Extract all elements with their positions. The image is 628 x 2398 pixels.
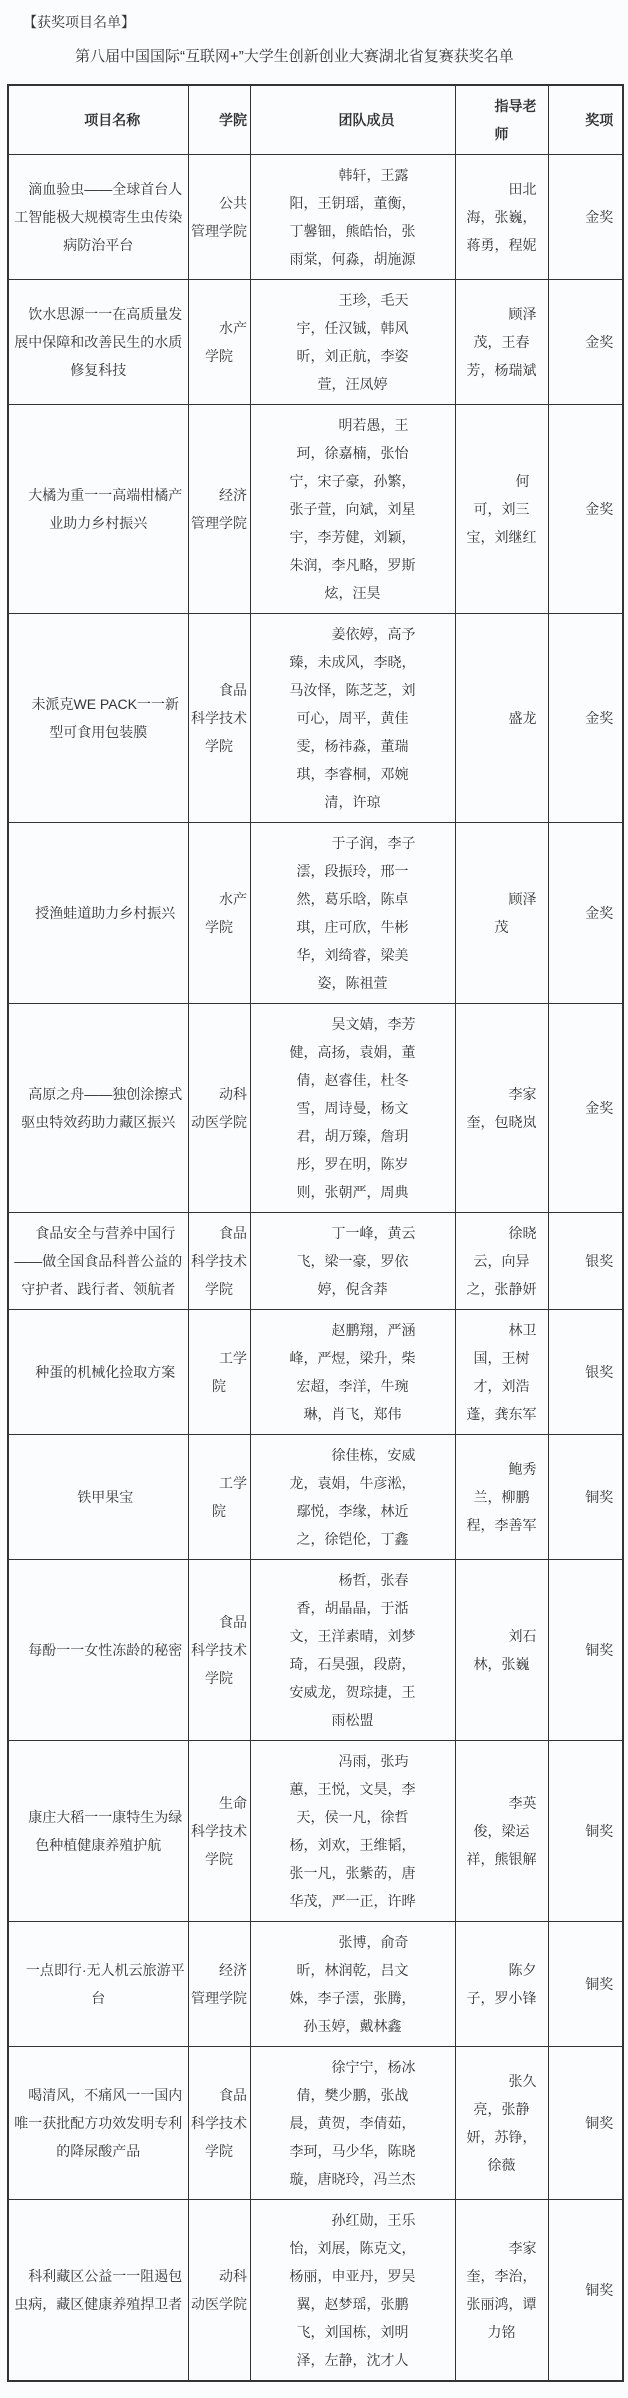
table-row xyxy=(8,280,623,405)
cell-advisors: 徐晓云，向异之，张静妍 xyxy=(466,1225,537,1297)
table-row xyxy=(8,2047,623,2200)
cell-award: 金奖 xyxy=(585,1100,614,1116)
cell-project-name: 未派克WE PACK一一新型可食用包装膜 xyxy=(31,696,180,740)
cell-award: 银奖 xyxy=(585,1253,614,1269)
table-row xyxy=(8,2200,623,2382)
table-row xyxy=(8,1741,623,1922)
table-row xyxy=(8,1922,623,2047)
cell-college: 食品科学技术学院 xyxy=(191,1225,247,1297)
cell-award: 铜奖 xyxy=(585,2282,614,2298)
cell-advisors: 何可，刘三宝，刘继红 xyxy=(466,473,537,545)
cell-team-members: 冯雨，张玙蕙，王悦，文昊，李天，侯一凡，徐哲杨，刘欢，王维韬，张一凡，张紫菂，唐华茂，严一正，许晔 xyxy=(289,1753,416,1909)
cell-college: 动科动医学院 xyxy=(191,2268,247,2312)
cell-advisors: 李家奎，李治，张丽鸿，谭力铭 xyxy=(466,2240,537,2340)
cell-award: 银奖 xyxy=(585,1364,614,1380)
cell-team-members: 赵鹏翔，严涵峰，严煜，梁升，柴宏超，李洋，牛琬琳，肖飞，郑伟 xyxy=(289,1322,416,1422)
column-header-team-members: 团队成员 xyxy=(338,112,395,128)
cell-project-name: 每酚一一女性冻龄的秘密 xyxy=(28,1642,183,1658)
column-header-award: 奖项 xyxy=(585,112,614,128)
cell-college: 水产学院 xyxy=(205,891,247,935)
table-row xyxy=(8,405,623,614)
cell-team-members: 韩轩，王露阳，王钥瑶，董衡，丁馨钿，熊皓怡，张雨棠，何淼，胡施源 xyxy=(289,167,416,267)
cell-team-members: 吴文婧，李芳健，高扬，袁娟，董倩，赵睿佳，杜冬雪，周诗曼，杨文君，胡万臻，詹玥彤，罗在明，陈岁则，张朝严，周典 xyxy=(289,1016,416,1200)
cell-team-members: 徐佳栋，安威龙，袁娟，牛彦淞，鄢悦，李缘，林近之，徐铠伦，丁鑫 xyxy=(289,1447,416,1547)
cell-award: 铜奖 xyxy=(585,2115,614,2131)
cell-college: 动科动医学院 xyxy=(191,1086,247,1130)
cell-team-members: 明若愚，王珂，徐嘉楠，张怡宁，宋子豪，孙繁，张子萱，向斌，刘星宇，李芳健，刘颖，朱润，李凡略，罗斯炫，汪昊 xyxy=(289,417,416,601)
table-header xyxy=(8,85,623,155)
cell-advisors: 盛龙 xyxy=(508,710,537,726)
cell-project-name: 食品安全与营养中国行——做全国食品科普公益的守护者、践行者、领航者 xyxy=(14,1225,183,1297)
cell-team-members: 孙红勋，王乐怡，刘展，陈克文，杨丽，申亚丹，罗吴翼，赵梦瑶，张鹏飞，刘国栋，刘明泽，左静，沈才人 xyxy=(289,2212,416,2368)
cell-award: 金奖 xyxy=(585,501,614,517)
cell-college: 工学院 xyxy=(212,1475,247,1519)
cell-college: 食品科学技术学院 xyxy=(191,2087,247,2159)
column-header-advisors: 指导老师 xyxy=(494,98,537,142)
cell-team-members: 徐宁宁，杨冰倩，樊少鹏，张战晨，黄贺，李倩茹，李珂，马少华，陈晓璇，唐晓玲，冯兰杰 xyxy=(289,2059,416,2187)
cell-project-name: 科利藏区公益一一阻遏包虫病，藏区健康养殖捍卫者 xyxy=(14,2268,183,2312)
page-title: 第八届中国国际“互联网+”大学生创新创业大赛湖北省复赛获奖名单 xyxy=(75,48,514,65)
table-row xyxy=(8,1435,623,1560)
table-row xyxy=(8,1213,623,1310)
cell-college: 食品科学技术学院 xyxy=(191,682,247,754)
cell-advisors: 田北海，张巍，蒋勇，程妮 xyxy=(466,181,537,253)
section-label: 【获奖项目名单】 xyxy=(23,14,135,30)
cell-project-name: 喝清风，不痛风一一国内唯一获批配方功效发明专利的降尿酸产品 xyxy=(14,2087,183,2159)
cell-college: 水产学院 xyxy=(205,320,247,364)
cell-award: 铜奖 xyxy=(585,1489,614,1505)
cell-team-members: 张博，俞奇昕，林润乾，吕文姝，李子澐，张腾，孙玉婷，戴林鑫 xyxy=(289,1934,416,2034)
cell-team-members: 杨哲，张春香，胡晶晶，于湉文，王洋素晴，刘梦琦，石昊强，段蔚，安威龙，贺琮捷，王雨松盟 xyxy=(289,1572,416,1728)
cell-award: 铜奖 xyxy=(585,1823,614,1839)
table-row xyxy=(8,1004,623,1213)
cell-project-name: 康庄大稻一一康特生为绿色种植健康养殖护航 xyxy=(28,1809,183,1853)
cell-advisors: 李英俊，梁运祥，熊银解 xyxy=(466,1795,537,1867)
cell-award: 金奖 xyxy=(585,209,614,225)
cell-project-name: 种蛋的机械化捡取方案 xyxy=(35,1364,176,1380)
cell-college: 公共管理学院 xyxy=(191,195,247,239)
cell-advisors: 顾泽茂，王春芳，杨瑞斌 xyxy=(466,306,537,378)
cell-award: 铜奖 xyxy=(585,1976,614,1992)
cell-advisors: 刘石林，张巍 xyxy=(473,1628,537,1672)
table-header-row xyxy=(8,85,623,155)
table-row xyxy=(8,1310,623,1435)
cell-project-name: 一点即行·无人机云旅游平台 xyxy=(25,1962,185,2006)
cell-project-name: 大橘为重一一高端柑橘产业助力乡村振兴 xyxy=(28,487,183,531)
cell-team-members: 丁一峰，黄云飞，梁一豪，罗依婷，倪含莽 xyxy=(296,1225,416,1297)
table-row xyxy=(8,823,623,1004)
cell-advisors: 陈夕子，罗小锋 xyxy=(466,1962,537,2006)
table-row xyxy=(8,155,623,280)
cell-college: 食品科学技术学院 xyxy=(191,1614,247,1686)
cell-advisors: 张久亮，张静妍，苏铮，徐薇 xyxy=(466,2073,537,2173)
column-header-college: 学院 xyxy=(219,112,247,128)
table-row xyxy=(8,1560,623,1741)
cell-college: 生命科学技术学院 xyxy=(191,1795,247,1867)
cell-advisors: 林卫国，王树才，刘浩蓬，龚东军 xyxy=(466,1322,537,1422)
cell-project-name: 高原之舟——独创涂擦式驱虫特效药助力藏区振兴 xyxy=(21,1086,183,1130)
cell-college: 经济管理学院 xyxy=(191,487,247,531)
cell-award: 金奖 xyxy=(585,334,614,350)
awards-table xyxy=(7,84,624,2382)
awards-table-body xyxy=(8,155,623,2382)
cell-project-name: 滴血验虫——全球首台人工智能极大规模寄生虫传染病防治平台 xyxy=(14,181,183,253)
cell-project-name: 授渔蛙道助力乡村振兴 xyxy=(35,905,176,921)
cell-award: 金奖 xyxy=(585,710,614,726)
cell-award: 金奖 xyxy=(585,905,614,921)
column-header-project-name: 项目名称 xyxy=(84,112,141,128)
cell-team-members: 于子润，李子澐，段振玲，邢一然，葛乐晗，陈卓琪，庄可欣，牛彬华，刘绮睿，梁美姿，陈祖萱 xyxy=(296,835,416,991)
cell-advisors: 李家奎，包晓岚 xyxy=(466,1086,537,1130)
cell-college: 经济管理学院 xyxy=(191,1962,247,2006)
cell-team-members: 王珍，毛天宇，任汉铖，韩风昕，刘正航，李姿萱，汪凤婷 xyxy=(296,292,409,392)
cell-advisors: 顾泽茂 xyxy=(494,891,537,935)
table-row xyxy=(8,614,623,823)
cell-college: 工学院 xyxy=(212,1350,247,1394)
cell-advisors: 鲍秀兰，柳鹏程，李善军 xyxy=(466,1461,537,1533)
cell-award: 铜奖 xyxy=(585,1642,614,1658)
cell-project-name: 饮水思源一一在高质量发展中保障和改善民生的水质修复科技 xyxy=(14,306,183,378)
cell-team-members: 姜依婷，高予臻，未成风，李晓，马汝怿，陈芝芝，刘可心，周平，黄佳雯，杨祎淼，董瑞琪，李睿桐，邓婉清，许琼 xyxy=(289,626,416,810)
cell-project-name: 铁甲果宝 xyxy=(77,1489,134,1505)
